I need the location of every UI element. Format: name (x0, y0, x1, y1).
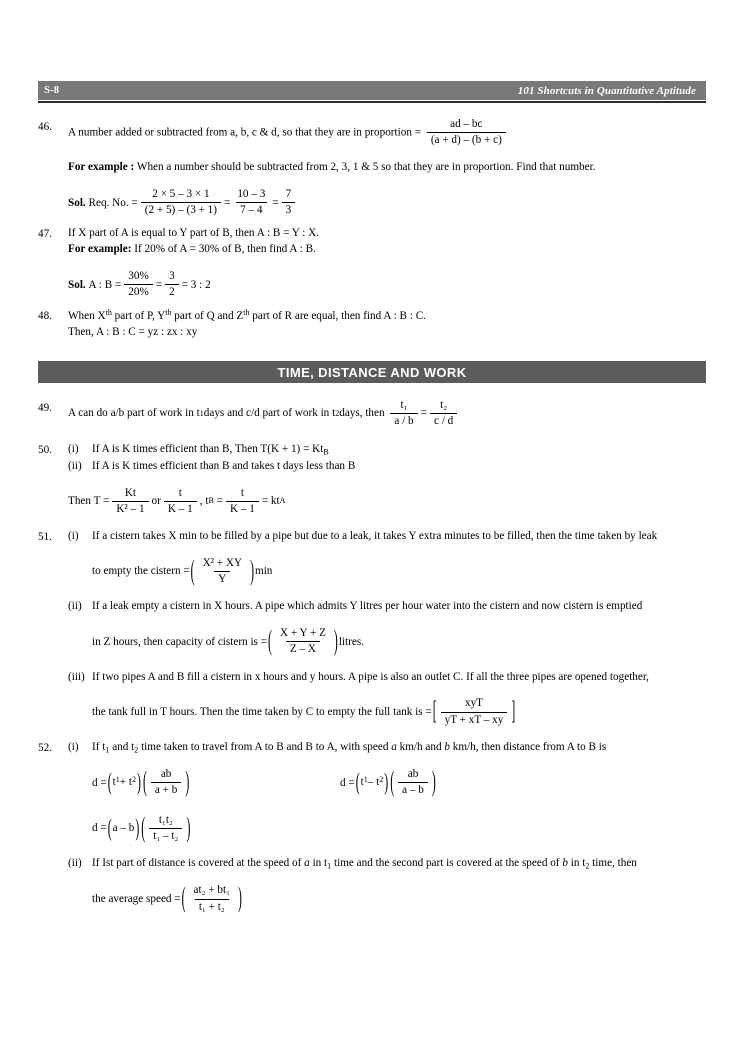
item-50-then-or: or (151, 495, 161, 508)
item-52-f1-lead: d = (92, 776, 107, 789)
item-52-sub-i-sub2: 2 (134, 745, 139, 755)
item-52-f2-paren-group (355, 768, 390, 796)
item-52-f3-lead: d = (92, 821, 107, 834)
item-52-formula-3 (92, 811, 191, 844)
item-52-avg-formula (92, 884, 243, 913)
item-50 (38, 441, 706, 517)
item-49-frac-1: $\frac{\text{t₁}}{a / b}$ (390, 399, 417, 428)
item-50-then-mid: , t (199, 495, 209, 508)
item-51-sub-iii (68, 669, 706, 727)
item-50-sub-ii-text: If A is K times efficient than B and takes t days less than B (92, 459, 356, 472)
item-48-sup-1: th (105, 307, 112, 317)
item-51-sub-i-label: (i) (68, 530, 79, 543)
item-50-sub-i-text-wrap (92, 441, 329, 458)
item-50-sub-ii (68, 458, 706, 475)
item-47-sol-frac-2: $\frac{3}{2}$ (165, 270, 179, 299)
item-52-f2-paren-op: – t (367, 776, 380, 789)
item-46-sol-eq-2: = (272, 196, 279, 209)
item-47-example-label: For example: (68, 243, 132, 256)
item-50-then-eq: = (216, 495, 223, 508)
item-49-sub-1: 1 (199, 408, 204, 418)
left-bracket-icon: [ (432, 697, 437, 726)
left-paren-icon: ( (355, 768, 360, 796)
item-51-sub-iii-frac: $\frac{\text{xyT}}{yT + xT - xy}$ (441, 697, 508, 726)
right-paren-icon: ) (135, 814, 140, 842)
item-50-then-tail-sub: A (279, 496, 286, 506)
item-50-then-frac-1: $\frac{Kt}{\text{K² – 1}}$ (112, 487, 148, 516)
item-50-sub-ii-label: (ii) (68, 459, 82, 472)
item-52-sub-i-sub1: 1 (105, 745, 110, 755)
item-52-f2-paren-a: t (360, 776, 364, 789)
right-paren-icon: ) (137, 768, 141, 796)
item-52-f1-frac: $\frac{ab}{a + b}$ (151, 768, 181, 797)
item-50-sub-i-label: (i) (68, 442, 79, 455)
left-paren-icon: ( (107, 768, 112, 796)
item-51-sub-iii-formula (92, 697, 516, 726)
item-52-sub-i-text (92, 739, 706, 756)
item-52-formula-row-1 (92, 768, 706, 797)
item-46-sol-label: Sol. (68, 196, 86, 209)
item-52-f2-lead: d = (340, 776, 355, 789)
header-rule (38, 101, 706, 103)
item-52-f3-paren-group (107, 814, 141, 842)
item-50-then-tail: = kt (261, 495, 280, 508)
item-50-then-frac-2: $\frac{t}{K - 1}$ (164, 487, 197, 516)
item-47-sol-lead: A : B = (88, 278, 122, 291)
item-51-sub-i-frac: $\frac{\text{X² + XY}}{Y}$ (202, 556, 243, 586)
item-52-avg-paren (181, 884, 243, 913)
item-52-sub-ii-b: in t (309, 857, 328, 870)
item-47-example (68, 241, 706, 258)
right-paren-icon: ) (431, 766, 436, 799)
item-47-sol-eq-1: = (155, 278, 163, 291)
left-paren-icon: ( (190, 554, 195, 587)
item-46 (38, 118, 706, 218)
item-52-sub-ii-c: time and the second part is covered at the speed of (331, 857, 563, 870)
item-50-then-frac-3: $\frac{t}{K - 1}$ (226, 487, 259, 516)
item-50-sub-i (68, 441, 706, 458)
item-48-line-2: Then, A : B : C = yz : zx : xy (68, 326, 198, 339)
item-51-sub-i-lead: to empty the cistern = (92, 565, 190, 578)
item-46-sol-frac-1: $\frac{2 \times 5 - 3 \times 1}{(2 + 5) - (3 + 1)}$ (141, 188, 221, 217)
item-52-sub-ii-d: in t (567, 857, 586, 870)
item-52-f2-frac: $\frac{ab}{a - b}$ (398, 768, 428, 797)
item-51-sub-i-paren (190, 554, 255, 587)
item-51-number: 51. (38, 531, 52, 544)
item-47-example-text: If 20% of A = 30% of B, then find A : B. (134, 243, 316, 256)
item-47-sol-frac-1: $\frac{30\%}{20\%}$ (124, 270, 153, 299)
left-paren-icon: ( (107, 814, 112, 842)
item-52-sub-i-d: km/h and (396, 740, 445, 753)
item-51-sub-i-unit: min (255, 565, 273, 578)
left-paren-icon: ( (268, 625, 272, 658)
item-52-sub-i-italic1: a (391, 740, 397, 753)
item-52-sub-i-c: time taken to travel from A to B and B to A, with speed (138, 740, 392, 753)
item-46-sol-eq-1: = (224, 196, 231, 209)
item-52 (38, 739, 706, 914)
item-52-sub-ii-text (92, 855, 706, 872)
item-52-sub-i-label: (i) (68, 740, 79, 753)
item-49-frac-2: $\frac{\text{t₂}}{c / d}$ (430, 399, 457, 428)
item-51-sub-ii-paren (267, 627, 339, 656)
left-paren-icon: ( (181, 882, 186, 915)
item-48-sup-3: th (243, 307, 250, 317)
right-paren-icon: ) (333, 625, 338, 658)
item-49 (38, 399, 706, 428)
item-52-f3-frac: $\frac{\text{t₁t₂}}{\text{t₁ – t₂}}$ (149, 814, 182, 843)
item-46-example-label: For example : (68, 161, 135, 174)
item-52-sub-i-a: If t (92, 740, 106, 753)
item-52-f1-paren-a: t (112, 776, 116, 789)
item-52-formula-1 (92, 768, 292, 797)
item-52-formula-2 (340, 768, 437, 797)
item-52-sub-i (68, 739, 706, 843)
item-49-text-b: days and c/d part of work in t (203, 407, 336, 420)
item-46-example-text: When a number should be subtracted from 2, 3, 1 & 5 so that they are in proportion. Find that number. (136, 161, 596, 174)
right-paren-icon: ) (186, 811, 191, 844)
item-47-solution (68, 270, 211, 299)
item-47-sol-tail: = 3 : 2 (181, 278, 211, 291)
left-paren-icon: ( (142, 766, 147, 799)
item-50-then-mid-sub: B (208, 496, 214, 506)
item-46-number: 46. (38, 121, 52, 133)
item-52-f2-paren-a-sub: 1 (363, 775, 368, 785)
item-52-sub-ii-italic1: a (304, 857, 310, 870)
item-51-sub-ii-text: If a leak empty a cistern in X hours. A pipe which admits Y litres per hour water into the cistern and now cistern is emptied (92, 600, 643, 613)
item-51-sub-ii-lead: in Z hours, then capacity of cistern is = (92, 635, 268, 648)
item-51-sub-i-text: If a cistern takes X min to be filled by a pipe but due to a leak, it takes Y extra minutes to be filled, then the time taken by leak (92, 530, 658, 543)
item-52-sub-i-e: km/h, then distance from A to B is (449, 740, 607, 753)
item-51 (38, 528, 706, 727)
right-paren-icon: ) (250, 554, 254, 587)
left-paren-icon: ( (390, 766, 395, 799)
right-paren-icon: ) (238, 882, 242, 915)
item-51-sub-iii-lead: the tank full in T hours. Then the time taken by C to empty the full tank is = (92, 705, 432, 718)
left-paren-icon: ( (141, 811, 146, 844)
item-52-avg-lead: the average speed = (92, 892, 181, 905)
item-51-sub-ii-frac: $\frac{X + Y + Z}{Z - X}$ (279, 627, 326, 656)
page-folio: S-8 (44, 85, 60, 96)
item-48-sup-2: th (165, 307, 172, 317)
item-52-f3-paren: a – b (112, 821, 135, 834)
item-49-sub-2: 2 (335, 408, 340, 418)
right-paren-icon: ) (384, 768, 389, 796)
item-49-text-a: A can do a/b part of work in t (68, 407, 200, 420)
item-50-sub-i-text: If A is K times efficient than B, Then T(K + 1) = Kt (92, 442, 324, 455)
item-49-text-c: days, then (339, 407, 385, 420)
item-46-example (68, 159, 706, 176)
item-46-solution (68, 188, 298, 217)
item-48-text-a: When X (68, 309, 106, 322)
item-47 (38, 225, 706, 300)
item-51-sub-iii-text: If two pipes A and B fill a cistern in x hours and y hours. A pipe is also an outlet C. If all the three pipes are opened together, (92, 670, 649, 683)
item-48-text-d: part of R are equal, then find A : B : C. (249, 309, 426, 322)
item-51-sub-i (68, 528, 706, 586)
item-52-sub-ii-e: time, then (589, 857, 637, 870)
item-48-statement (68, 307, 706, 325)
item-47-statement: If X part of A is equal to Y part of B, then A : B = Y : X. (68, 226, 320, 239)
page-content (38, 110, 706, 914)
book-title: 101 Shortcuts in Quantitative Aptitude (517, 84, 696, 97)
item-49-number: 49. (38, 402, 52, 415)
item-46-sol-frac-3: $\frac{7}{3}$ (282, 188, 296, 217)
item-48-text-c: part of Q and Z (171, 309, 244, 322)
item-47-sol-label: Sol. (68, 278, 86, 291)
item-50-then-formula (68, 487, 285, 516)
page-running-header (38, 81, 706, 100)
right-bracket-icon: ] (511, 697, 516, 726)
item-51-sub-iii-label: (iii) (68, 670, 85, 683)
item-52-sub-ii (68, 855, 706, 914)
item-49-eq: = (420, 407, 427, 420)
item-52-f3-frac-paren (140, 811, 191, 844)
item-52-f1-paren-op: + t (119, 776, 132, 789)
right-paren-icon: ) (185, 766, 190, 799)
item-46-text: A number added or subtracted from a, b, c & d, so that they are in proportion = (68, 126, 422, 139)
item-50-sub-i-sub: B (323, 446, 329, 456)
item-50-number: 50. (38, 443, 52, 456)
item-52-sub-ii-sub1: 1 (327, 861, 332, 871)
item-52-number: 52. (38, 741, 52, 754)
item-51-sub-ii (68, 598, 706, 656)
item-52-f1-frac-paren (142, 768, 190, 797)
item-52-f2-frac-paren (389, 768, 437, 797)
item-51-sub-i-formula (92, 554, 273, 587)
item-51-sub-ii-label: (ii) (68, 600, 82, 613)
item-48 (38, 307, 706, 341)
item-52-sub-ii-label: (ii) (68, 857, 82, 870)
item-52-sub-i-b: and t (109, 740, 135, 753)
item-52-sub-i-italic2: b (444, 740, 450, 753)
item-46-formula: $\frac{ad - bc}{(a + d) - (b + c)}$ (427, 118, 506, 147)
item-52-f2-paren-b-sub: 2 (379, 775, 384, 785)
item-48-text-b: part of P, Y (111, 309, 166, 322)
item-46-sol-lead: Req. No. = (88, 196, 138, 209)
item-52-sub-ii-sub2: 2 (585, 861, 590, 871)
item-52-f1-paren-a-sub: 1 (115, 775, 120, 785)
item-46-sol-frac-2: $\frac{10 - 3}{7 - 4}$ (237, 188, 266, 217)
section-banner-time-distance-work: TIME, DISTANCE AND WORK (38, 361, 706, 383)
item-50-then-lead: Then T = (68, 495, 110, 508)
item-51-sub-ii-formula (92, 627, 364, 656)
item-52-avg-frac: $\frac{\text{at₂ + bt₁}}{\text{t₁ + t₂}}$ (193, 884, 231, 913)
item-51-sub-iii-bracket (432, 697, 517, 726)
item-47-number: 47. (38, 227, 52, 240)
item-52-sub-ii-italic2: b (562, 857, 568, 870)
item-51-sub-ii-unit: litres. (338, 635, 364, 648)
item-52-sub-ii-a: If Ist part of distance is covered at the speed of (92, 857, 305, 870)
item-52-f1-paren-b-sub: 2 (131, 775, 137, 785)
item-52-f1-paren-group (107, 768, 142, 796)
item-48-number: 48. (38, 309, 52, 322)
item-46-statement (68, 118, 706, 147)
